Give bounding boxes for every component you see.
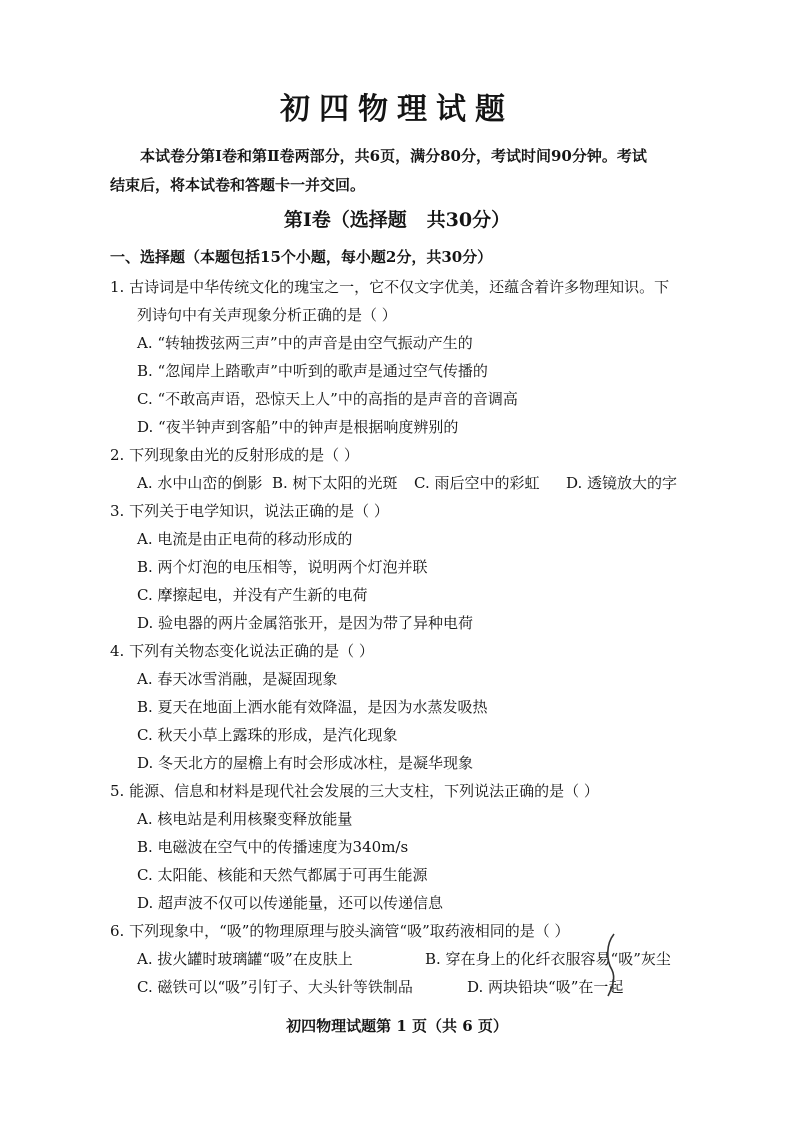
- q6-stem: 6. 下列现象中，“吸”的物理原理与胶头滴管“吸”取药液相同的是（ ）: [110, 922, 570, 940]
- q4-option-c: C. 秋天小草上露珠的形成，是汽化现象: [137, 726, 398, 744]
- q3-option-a: A. 电流是由正电荷的移动形成的: [137, 530, 353, 548]
- q2-option-d: D. 透镜放大的字: [566, 474, 678, 492]
- q2-options-row: [137, 472, 677, 493]
- q4-stem: 4. 下列有关物态变化说法正确的是（ ）: [110, 642, 374, 660]
- q1-option-d: D. “夜半钟声到客船”中的钟声是根据响度辨别的: [137, 418, 459, 436]
- part1-title: 第Ⅰ卷（选择题 共30分）: [283, 209, 511, 231]
- section1-heading: 一、选择题（本题包括15个小题，每小题2分，共30分）: [110, 248, 493, 266]
- q4-option-b: B. 夏天在地面上洒水能有效降温，是因为水蒸发吸热: [137, 698, 488, 716]
- q4-option-d: D. 冬天北方的屋檐上有时会形成冰柱，是凝华现象: [137, 754, 474, 772]
- q6-option-d: D. 两块铅块“吸”在一起: [467, 978, 624, 996]
- page-footer: 初四物理试题第 1 页（共 6 页）: [286, 1017, 508, 1035]
- q5-option-d: D. 超声波不仅可以传递能量，还可以传递信息: [137, 894, 444, 912]
- q6-option-b: B. 穿在身上的化纤衣服容易“吸”灰尘: [425, 950, 671, 968]
- q1-stem-line2: 列诗句中有关声现象分析正确的是（ ）: [137, 306, 397, 324]
- q3-option-b: B. 两个灯泡的电压相等，说明两个灯泡并联: [137, 558, 428, 576]
- q1-option-c: C. “不敢高声语，恐惊天上人”中的高指的是声音的音调高: [137, 390, 518, 408]
- q4-option-a: A. 春天冰雪消融，是凝固现象: [137, 670, 338, 688]
- q2-option-a: A. 水中山峦的倒影: [137, 474, 263, 492]
- q3-option-d: D. 验电器的两片金属箔张开，是因为带了异种电荷: [137, 614, 474, 632]
- q5-option-c: C. 太阳能、核能和天然气都属于可再生能源: [137, 866, 428, 884]
- q1-stem-line1: 1. 古诗词是中华传统文化的瑰宝之一，它不仅文字优美，还蕴含着许多物理知识。下: [110, 278, 670, 296]
- intro-line-2: 结束后，将本试卷和答题卡一并交回。: [110, 176, 366, 194]
- q6-options-row-2: [137, 976, 623, 997]
- q3-stem: 3. 下列关于电学知识，说法正确的是（ ）: [110, 502, 389, 520]
- q3-option-c: C. 摩擦起电，并没有产生新的电荷: [137, 586, 368, 604]
- q6-option-c: C. 磁铁可以“吸”引钉子、大头针等铁制品: [137, 978, 413, 996]
- q2-option-b: B. 树下太阳的光斑: [272, 474, 398, 492]
- q2-stem: 2. 下列现象由光的反射形成的是（ ）: [110, 446, 359, 464]
- q5-stem: 5. 能源、信息和材料是现代社会发展的三大支柱，下列说法正确的是（ ）: [110, 782, 599, 800]
- q2-option-c: C. 雨后空中的彩虹: [414, 474, 540, 492]
- q5-option-a: A. 核电站是利用核聚变释放能量: [137, 810, 353, 828]
- q6-options-row-1: [137, 948, 671, 969]
- q6-option-a: A. 拔火罐时玻璃罐“吸”在皮肤上: [137, 950, 353, 968]
- exam-title: 初四物理试题: [280, 92, 514, 127]
- q5-option-b: B. 电磁波在空气中的传播速度为340m/s: [137, 838, 409, 856]
- handwritten-bracket-mark: [600, 930, 630, 1000]
- q1-option-b: B. “忽闻岸上踏歌声”中听到的歌声是通过空气传播的: [137, 362, 488, 380]
- intro-line-1: 本试卷分第Ⅰ卷和第Ⅱ卷两部分，共6页，满分80分，考试时间90分钟。考试: [140, 147, 647, 165]
- q1-option-a: A. “转轴拨弦两三声”中的声音是由空气振动产生的: [137, 334, 473, 352]
